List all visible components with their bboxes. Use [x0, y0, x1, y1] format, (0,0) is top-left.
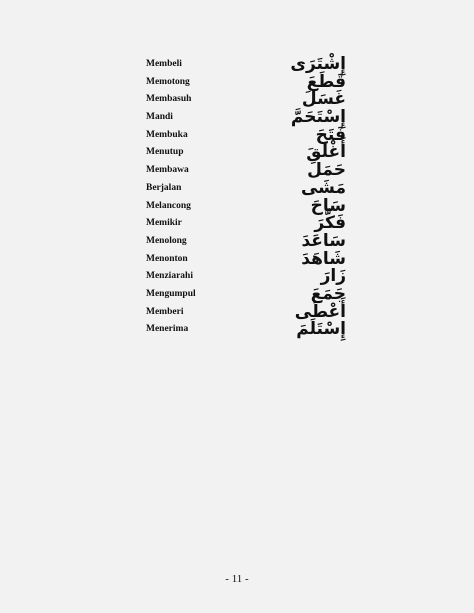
malay-word: Membuka — [146, 129, 188, 140]
arabic-word: غَسَلَ — [301, 89, 346, 110]
arabic-word: جَمَعَ — [310, 283, 346, 304]
vocab-row — [146, 73, 346, 91]
arabic-word: أَغْلَقَ — [306, 142, 346, 163]
vocab-row — [146, 232, 346, 250]
vocab-row — [146, 320, 346, 338]
malay-word: Membeli — [146, 59, 182, 69]
arabic-word: قَطَعَ — [306, 71, 346, 92]
malay-word: Mandi — [146, 112, 173, 123]
vocabulary-list — [146, 55, 346, 338]
vocab-row — [146, 179, 346, 197]
arabic-word: زَارَ — [320, 266, 346, 287]
vocab-row — [146, 108, 346, 126]
vocab-row — [146, 143, 346, 161]
vocab-row — [146, 126, 346, 144]
malay-word: Memotong — [146, 76, 190, 87]
arabic-word: مَشَى — [300, 177, 346, 198]
arabic-word: حَمَلَ — [307, 160, 346, 181]
malay-word: Menutup — [146, 147, 184, 158]
vocab-row — [146, 285, 346, 303]
vocab-row — [146, 161, 346, 179]
malay-word: Membasuh — [146, 94, 192, 105]
arabic-word: أَعْطَى — [294, 301, 346, 322]
arabic-word: سَاحَ — [310, 195, 346, 216]
malay-word: Memikir — [146, 218, 182, 229]
page-number: - 11 - — [225, 573, 249, 585]
vocab-row — [146, 267, 346, 285]
arabic-word: إِسْتَلَمَ — [296, 319, 346, 340]
vocab-row — [146, 197, 346, 215]
malay-word: Menolong — [146, 235, 187, 246]
malay-word: Menonton — [146, 253, 188, 264]
arabic-word: شَاهَدَ — [301, 248, 346, 269]
malay-word: Melancong — [146, 200, 191, 211]
vocab-row — [146, 90, 346, 108]
arabic-word: إِشْتَرَى — [290, 54, 346, 74]
arabic-word: إِسْتَحَمَّ — [290, 107, 346, 128]
malay-word: Memberi — [146, 306, 184, 317]
malay-word: Berjalan — [146, 182, 182, 193]
arabic-word: سَاعَدَ — [301, 230, 346, 251]
malay-word: Menerima — [146, 324, 189, 335]
arabic-word: فَتَحَ — [315, 124, 346, 145]
malay-word: Menziarahi — [146, 271, 193, 282]
malay-word: Membawa — [146, 165, 189, 176]
arabic-word: فَكَّرَ — [314, 213, 346, 234]
vocab-row — [146, 303, 346, 321]
vocab-row — [146, 214, 346, 232]
malay-word: Mengumpul — [146, 288, 196, 299]
vocab-row — [146, 55, 346, 73]
vocab-row — [146, 250, 346, 268]
